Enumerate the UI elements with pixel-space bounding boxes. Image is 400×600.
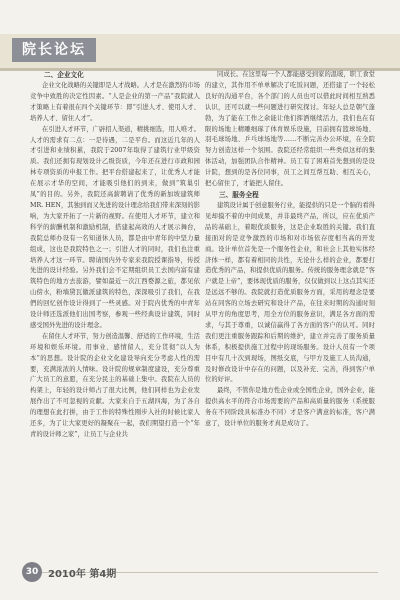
right-column: [205, 70, 375, 550]
paragraph: 最终，不管你是地方性企业或全国性企业，国外企业，能提供高水平的符合市场需要的产品和高质量的服务（系统服务在不同阶段具标准办不同）才是客户满意的标准，客户满意了，设计单位的服务才真是成功了。: [205, 387, 375, 428]
paragraph: 企业文化战略的关键即是人才战略。人才是在激烈的市场竞争中致胜的决定性因素。“人是企业的第一产品”我院就人才策略上有着很在四个关键环节：即“引进人才、使用人才、培养人才、留住人才”。: [30, 82, 200, 122]
left-column: [30, 70, 200, 550]
heading-corporate-culture: 二、企业文化: [44, 71, 84, 79]
paragraph: 同成长。在这里每一个人都能感受到家的温暖，职工食堂的建立，其作用不单单解决了吃饭问题，还搭建了一个轻松良好的沟通平台，各个部门的人员也可以借此时间相互熟悉认识，还可以就一些问题进行研究探讨。年轻人总是朝气蓬勃，为了能在工作之余能让他们挥洒继续活力，我们也在有限的场地上精雕细琢了体育娱乐设施，目前拥有篮球场地、羽毛球场地、乒乓球场地等……不断完善办公环境，在全院努力创造这样一个氛围。我院还经常组织一些类似这样的集体活动，加强团队合作精神。员工有了困难首先想到的是设计院，想到的是各位同事，员工之间互帮互助、相互关心，把心留住了，才能把人留住。: [205, 71, 375, 188]
issue-label: 2010年 第4期: [48, 569, 117, 580]
section-title: 院长论坛: [12, 38, 96, 62]
page-footer: [0, 562, 400, 584]
paragraph: 在引进人才环节，广辟招人渠道，精挑细选，用人唯才。人才的需求有二点：一是待遇，二是平台。而这近几年的人才引进和业绩积累，我院于2007年取得了建筑行业甲级资质。我们还拥有现划设计乙级资质，今年还在进行市政和园林专项资质的申报工作。把平台搭建起来了，让优秀人才能在展示才华的空间，才能吸引他们的到来，做到“筑巢引凤”的目的。另外，我院还高薪聘请了优秀的新加坡建筑师MR. HEN，其独到而又先进的设计理念给我们带来深刻的影响，为大家开拓了一片新的视野。在使用人才环节，建立和科学的薪酬机制和激励机制，搭建起高效的人才展示舞台，我院总师办设有一名知道休人员，都是由中青年的中坚力量组成，这也是我院特色之一；引进人才的同时，我们也注重培养人才这一环节。聘请国内外专家来我院授课指导，传授先进的设计经验。另外我们会不定期组织员工去国内富有建筑特色的地方去旅游，譬如最近一次江西婺源之旅，都见依山傍水，粉墙黛瓦徽派建筑的特色，深深吸引了我们，在我們的回忆创作设计得到了一些灵感。对于院内优秀的中青年设计师还选派他们出国考察，参观一些经典设计建筑，同时感受国外先进的设计理念。: [30, 125, 200, 329]
paragraph: 建筑设计属于创意服务行业，能提供的只是一个脑的看得见却摸不着的中间成果，并非最终产品，所以，应在优质产品的基础上，着眼优质服务，这是企业取胜的关键。我们直接面对的是竞争激烈的市场和对市场依存度相当高的开发商。设计单位首先是一个服务性企业，和社会上其他实体经济体一样，都有着相同的共性，无论什么样的企业，都要打造优秀的产品，和提供优质的服务。传统的服务理念就是“客户就是上帝”，要体现优质的服务，仅仅做到以上这点其实还是远远不够的。我院就打造优质服务方面，采用的理念是要站在同客的立场去研究和设计产品，在往来时期的沟通时刻从甲方的角度思考，用全方位的服务意识，满足各方面的需求，与其于尊重，以诚信赢得了各方面的客户的认可。同时我们更注重服务跟踪和后期的维护，建立并完善了服务质量体系，积极提供施工过程中的现场服务。设计人员有一个项目中有几十次到现场，图纸交底，与甲方及施工人员沟通，及时修改设计中存在的问题，以及补充、完善，得到客户单位的好评。: [205, 201, 375, 384]
heading-service: 三、服务全程: [219, 190, 259, 199]
paragraph: 在留住人才环节，努力创造温馨、舒适的工作环境，生活环境和娱乐环境。用事业、感情留人，充分贯彻“以人为本”的思想。设计院的企业文化建设导向充分考虑人性的需要，充满浓浓的人情味。设计院的规章制度建设，充分尊重广大员工的意愿，在充分民主的基础上集中。我院在人员的构架上，年轻的设计师占了很大比例，他们同样也为企业发展作出了不可忽视的贡献。大家来自于五湖四海，为了各自的理想在此打拼，由于工作的特殊性刚步入社的时候比家人还多，为了让大家更好的凝聚在一起，我们期望打造一个“年青的设计师之家”，让员工与企业共: [30, 332, 200, 438]
page-number: 30: [22, 562, 42, 582]
